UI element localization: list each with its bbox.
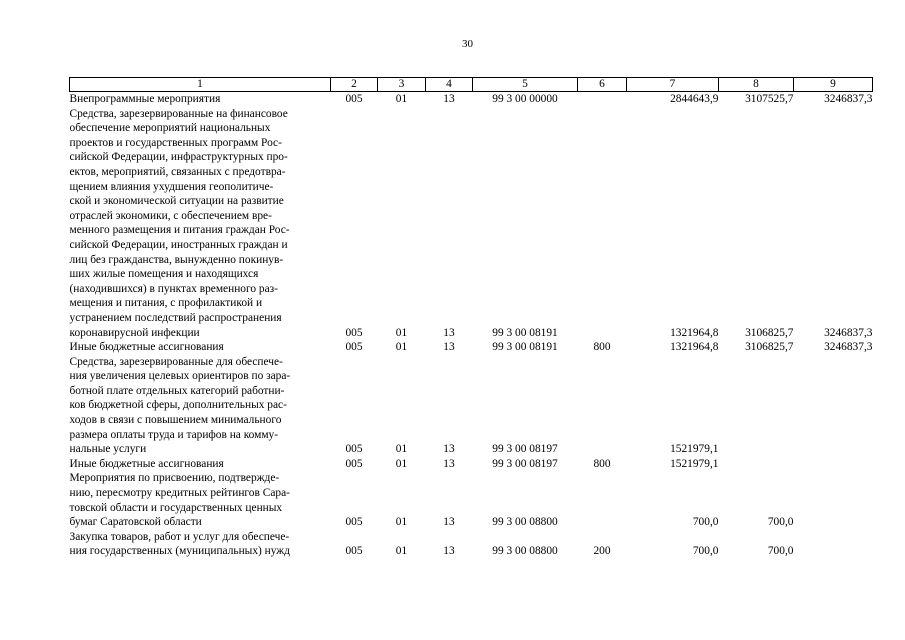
cell-target-article: 99 3 00 08197 — [492, 457, 558, 470]
cell-expense-type — [578, 471, 627, 529]
cell-amount-year3 — [794, 471, 873, 529]
table-row — [70, 471, 873, 529]
cell-expense-type: 800 — [593, 341, 611, 354]
cell-target-article: 99 3 00 08191 — [492, 341, 558, 354]
cell-ved: 005 — [345, 93, 363, 105]
description-line: нию, пересмотру кредитных рейтингов Сара- — [69, 487, 290, 500]
description-line: обеспечение мероприятий национальных — [69, 122, 271, 135]
description-line: Средства, зарезервированные на финансовое — [69, 107, 288, 120]
table-row — [70, 92, 873, 107]
cell-target-article: 99 3 00 08197 — [492, 443, 558, 456]
cell-amount-year2: 3106825,7 — [745, 341, 794, 354]
description-line: ской и экономической ситуации на развитие — [69, 195, 284, 208]
cell-subsection: 13 — [443, 457, 455, 470]
col-header-7: 7 — [627, 78, 719, 92]
cell-amount-year3: 3246837,3 — [824, 326, 873, 339]
cell-subsection: 13 — [443, 341, 455, 354]
cell-description — [70, 457, 331, 472]
description-line: Иные бюджетные ассигнования — [69, 457, 224, 470]
description-line: устранением последствий распространения — [69, 311, 282, 324]
col-header-4: 4 — [426, 78, 473, 92]
description-line: Иные бюджетные ассигнования — [69, 341, 224, 354]
cell-amount-year2: 3107525,7 — [745, 93, 794, 105]
cell-section: 01 — [395, 457, 408, 470]
description-line: (находившихся) в пунктах временного раз- — [69, 282, 278, 295]
cell-description — [70, 92, 331, 107]
cell-section: 01 — [395, 516, 408, 529]
cell-amount-year3 — [794, 530, 873, 559]
description-line: мещения и питания, с профилактикой и — [69, 297, 263, 310]
cell-section: 01 — [395, 341, 408, 354]
cell-expense-type — [578, 92, 627, 107]
cell-amount-year1: 1321964,8 — [670, 326, 719, 339]
cell-section: 01 — [395, 93, 408, 105]
description-line: ших жилые помещения и находящихся — [69, 268, 259, 281]
description-line: Внепрограммные мероприятия — [69, 93, 221, 105]
cell-description — [70, 107, 331, 341]
table-row — [70, 340, 873, 355]
cell-ved: 005 — [345, 516, 363, 529]
cell-subsection: 13 — [443, 545, 455, 558]
description-line: Закупка товаров, работ и услуг для обеспече- — [69, 530, 290, 543]
cell-amount-year2: 700,0 — [767, 545, 794, 558]
cell-target-article: 99 3 00 08800 — [492, 545, 558, 558]
col-header-3: 3 — [378, 78, 426, 92]
cell-amount-year1: 1521979,1 — [670, 443, 719, 456]
description-line: Средства, зарезервированные для обеспече- — [69, 355, 283, 368]
description-line: ков бюджетной сферы, дополнительных рас- — [69, 399, 287, 412]
col-header-8: 8 — [719, 78, 794, 92]
page-number: 30 — [462, 38, 473, 50]
cell-subsection: 13 — [443, 443, 455, 456]
cell-ved: 005 — [345, 457, 363, 470]
col-header-5: 5 — [473, 78, 578, 92]
description-line: ходов в связи с повышением минимального — [69, 414, 282, 427]
cell-section: 01 — [395, 326, 408, 339]
cell-ved: 005 — [345, 443, 363, 456]
cell-target-article: 99 3 00 00000 — [492, 93, 558, 105]
cell-amount-year1: 1521979,1 — [670, 457, 719, 470]
cell-amount-year2 — [719, 355, 794, 457]
description-line: нальные услуги — [69, 443, 147, 456]
cell-amount-year1: 1321964,8 — [670, 341, 719, 354]
cell-subsection: 13 — [443, 93, 455, 105]
cell-description — [70, 471, 331, 529]
cell-target-article: 99 3 00 08800 — [492, 516, 558, 529]
budget-table — [69, 77, 873, 559]
description-line: товской области и государственных ценных — [69, 501, 283, 514]
table-row — [70, 457, 873, 472]
cell-description — [70, 340, 331, 355]
cell-ved: 005 — [345, 341, 363, 354]
col-header-9: 9 — [794, 78, 873, 92]
description-line: ния государственных (муниципальных) нужд — [69, 545, 290, 558]
description-line: проектов и государственных программ Рос- — [69, 136, 282, 149]
description-line: ботной плате отдельных категорий работни- — [69, 384, 285, 397]
cell-subsection: 13 — [443, 326, 455, 339]
table-row — [70, 530, 873, 559]
description-line: менного размещения и питания граждан Рос- — [69, 224, 290, 237]
cell-expense-type — [578, 355, 627, 457]
col-header-6: 6 — [578, 78, 627, 92]
cell-amount-year3 — [794, 355, 873, 457]
cell-amount-year3 — [794, 457, 873, 472]
description-line: бумаг Саратовской области — [69, 516, 202, 529]
cell-amount-year3: 3246837,3 — [824, 341, 873, 354]
header-row — [70, 78, 873, 92]
cell-ved: 005 — [345, 545, 363, 558]
cell-amount-year2: 3106825,7 — [745, 326, 794, 339]
description-line: сийской Федерации, иностранных граждан и — [69, 238, 288, 251]
description-line: лиц без гражданства, вынужденно покинув- — [69, 253, 284, 266]
col-header-2: 2 — [331, 78, 378, 92]
description-line: размера оплаты труда и тарифов на комму- — [69, 428, 279, 441]
cell-amount-year1: 700,0 — [692, 545, 719, 558]
cell-amount-year3: 3246837,3 — [824, 93, 873, 105]
cell-expense-type: 800 — [593, 457, 611, 470]
col-header-1: 1 — [70, 78, 331, 92]
cell-section: 01 — [395, 545, 408, 558]
cell-description — [70, 530, 331, 559]
description-line: ния увеличения целевых ориентиров по зара- — [69, 370, 291, 383]
cell-amount-year1: 700,0 — [692, 516, 719, 529]
table-row — [70, 107, 873, 341]
description-line: ектов, мероприятий, связанных с предотвра- — [69, 165, 286, 178]
cell-amount-year1: 2844643,9 — [670, 93, 719, 105]
description-line: Мероприятия по присвоению, подтвержде- — [69, 472, 280, 485]
cell-expense-type — [578, 107, 627, 341]
description-line: отраслей экономики, с обеспечением вре- — [69, 209, 272, 222]
cell-subsection: 13 — [443, 516, 455, 529]
description-line: коронавирусной инфекции — [69, 326, 200, 339]
cell-target-article: 99 3 00 08191 — [492, 326, 558, 339]
description-line: сийской Федерации, инфраструктурных про- — [69, 151, 288, 164]
cell-ved: 005 — [345, 326, 363, 339]
cell-section: 01 — [395, 443, 408, 456]
cell-amount-year2 — [719, 457, 794, 472]
cell-expense-type: 200 — [593, 545, 611, 558]
cell-description — [70, 355, 331, 457]
table-row — [70, 355, 873, 457]
cell-amount-year2: 700,0 — [767, 516, 794, 529]
description-line: щением влияния ухудшения геополитиче- — [69, 180, 274, 193]
